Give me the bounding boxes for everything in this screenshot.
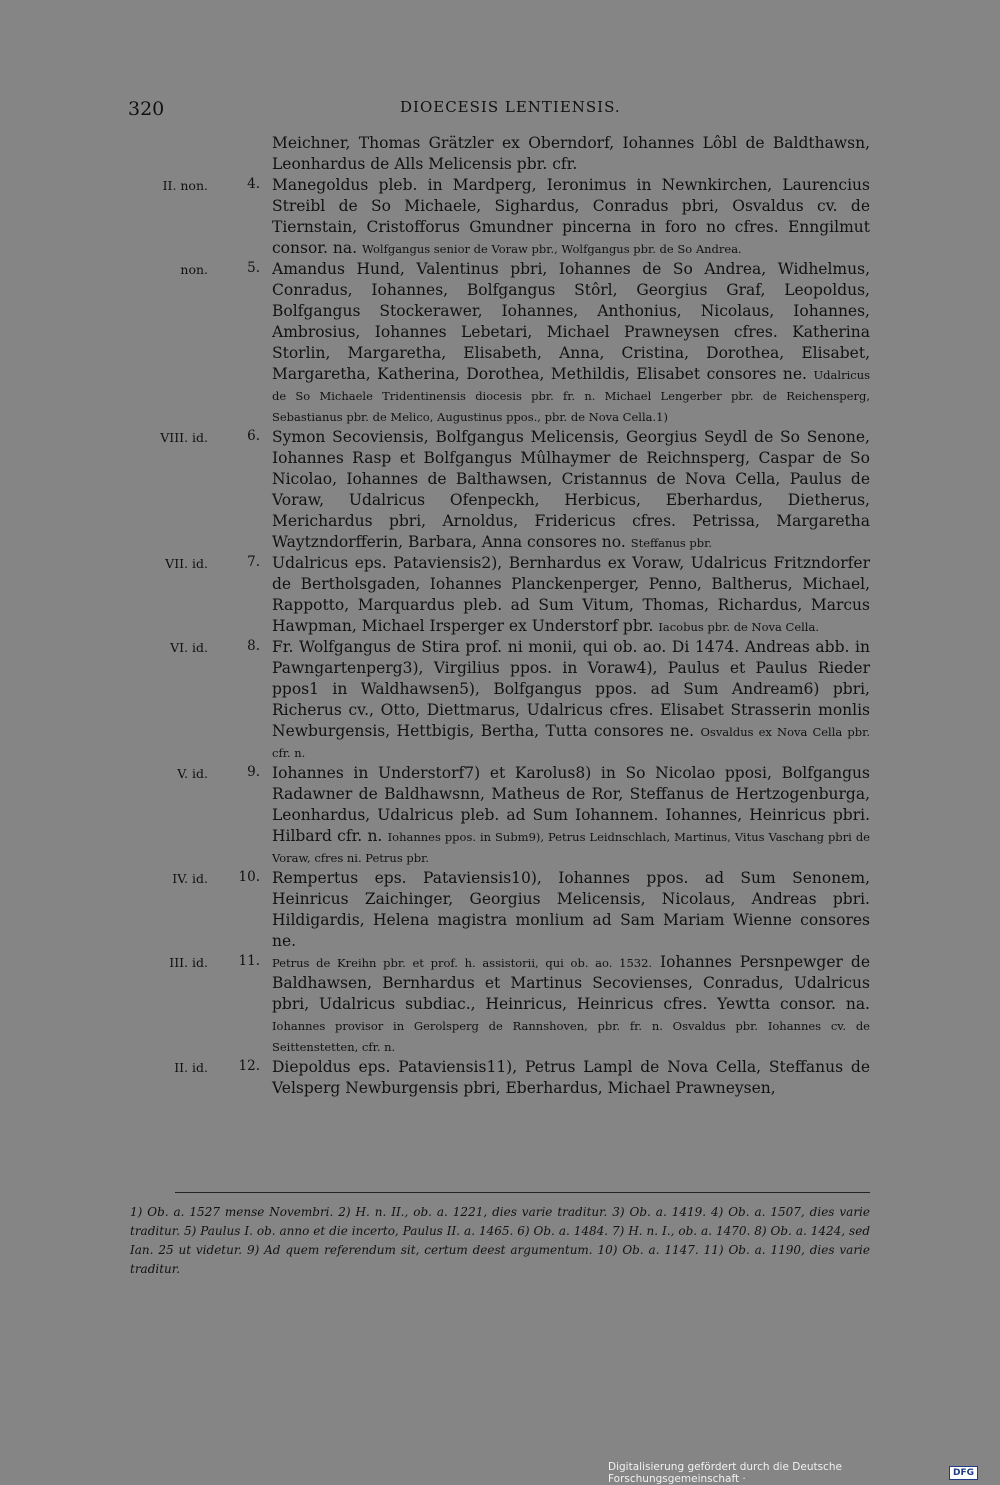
entry-day-8 — [130, 637, 870, 763]
entry-day-number: 6. — [247, 428, 260, 444]
entry-day-number: 12. — [238, 1058, 260, 1074]
entry-day-4 — [130, 175, 870, 259]
entry-body — [272, 259, 870, 427]
necrology-entries — [130, 133, 870, 1099]
entry-text: Iohannes in Understorf7) et Karolus8) in So Nicolao pposi, Bolfgangus Radawner de Baldhawsnn, Matheus de Ror, Steffanus de Hertzogenburga, Leonhardus, Udalricus pleb. ad Sum Iohannem. Iohannes, Heinricus pbri. Hilbard cfr. n. — [272, 764, 870, 845]
entry-text: Iohannes Persnpewger de Baldhawsen, Bernhardus et Martinus Secovienses, Conradus, Udalricus pbri, Udalricus subdiac., Heinricus, Heinricus cfres. Yewtta consor. na. — [272, 953, 870, 1013]
entry-later-addition: Iohannes ppos. in Subm9), Petrus Leidnschlach, Martinus, Vitus Vaschang pbri de Voraw, cfres ni. Petrus pbr. — [272, 830, 870, 865]
entry-later-addition: Wolfgangus senior de Voraw pbr., Wolfgangus pbr. de So Andrea. — [361, 242, 742, 256]
entry-body — [272, 1057, 870, 1099]
entry-text: Udalricus eps. Pataviensis2), Bernhardus ex Voraw, Udalricus Fritzndorfer de Bertholsgaden, Iohannes Planckenperger, Penno, Baltherus, Michael, Rappotto, Marquardus pleb. ad Sum Vitum, Thomas, Richardus, Marcus Hawpman, Michael Irsperger ex Understorf pbr. — [272, 554, 870, 635]
entry-day-number: 4. — [247, 176, 260, 192]
entry-day-12 — [130, 1057, 870, 1099]
entry-continuation — [130, 133, 870, 175]
entry-later-addition: Osvaldus ex Nova Cella pbr. cfr. n. — [272, 725, 870, 760]
entry-text: Manegoldus pleb. in Mardperg, Ieronimus in Newnkirchen, Laurencius Streibl de So Michaele, Sighardus, Conradus pbri, Osvaldus cv. de Tiernstain, Cristofforus Gmundner pincerna in foro no cfres. Enngilmut consor. na. — [272, 176, 870, 257]
entry-day-number: 10. — [238, 869, 260, 885]
footnotes: 1) Ob. a. 1527 mense Novembri. 2) H. n. II., ob. a. 1221, dies varie traditur. 3) Ob. a. 1419. 4) Ob. a. 1507, dies varie traditur. 5) Paulus I. ob. anno et die incerto, Paulus II. a. 1465. 6) Ob. a. 1484. 7) H. n. I., ob. a. 1470. 8) Ob. a. 1424, sed Ian. 25 ut videtur. 9) Ad quem referendum sit, certum deest argumentum. 10) Ob. a. 1147. 11) Ob. a. 1190, dies varie traditur. — [130, 1205, 870, 1276]
entry-date: non. — [180, 262, 208, 277]
entry-body — [272, 637, 870, 763]
entry-day-9 — [130, 763, 870, 868]
entry-day-7 — [130, 553, 870, 637]
page-number: 320 — [128, 98, 165, 120]
entry-text: Fr. Wolfgangus de Stira prof. ni monii, qui ob. ao. Di 1474. Andreas abb. in Pawngartenperg3), Virgilius ppos. in Voraw4), Paulus et Paulus Rieder ppos1 in Waldhawsen5), Bolfgangus ppos. ad Sum Andream6) pbri, Richerus cv., Otto, Diettmarus, Udalricus cfres. Elisabet Strasserin monlis Newburgensis, Hettbigis, Bertha, Tutta consores ne. — [272, 638, 870, 740]
entry-day-number: 8. — [247, 638, 260, 654]
entry-later-addition: Petrus de Kreihn pbr. et prof. h. assistorii, qui ob. ao. 1532. — [272, 956, 653, 970]
digitization-credit: Digitalisierung gefördert durch die Deutsche Forschungsgemeinschaft · — [608, 1461, 842, 1485]
entry-later-addition: Steffanus pbr. — [630, 536, 713, 550]
running-head: DIOECESIS LENTIENSIS. — [400, 98, 621, 116]
entry-date: II. id. — [174, 1060, 208, 1075]
entry-text: Meichner, Thomas Grätzler ex Oberndorf, Iohannes Lôbl de Baldthawsn, Leonhardus de Alls Melicensis pbr. cfr. — [272, 134, 870, 173]
entry-day-6 — [130, 427, 870, 553]
entry-body — [272, 427, 870, 553]
entry-text: Symon Secoviensis, Bolfgangus Melicensis, Georgius Seydl de So Senone, Iohannes Rasp et Bolfgangus Mûlhaymer de Reichnsperg, Caspar de So Nicolao, Iohannes de Balthawsen, Cristannus de Nova Cella, Paulus de Voraw, Udalricus Ofenpeckh, Herbicus, Eberhardus, Dietherus, Merichardus pbri, Arnoldus, Fridericus cfres. Petrissa, Margaretha Waytzndorfferin, Barbara, Anna consores no. — [272, 428, 870, 551]
entry-body — [272, 868, 870, 952]
footnote-divider — [175, 1192, 870, 1193]
entry-date: VIII. id. — [160, 430, 208, 445]
entry-day-number: 9. — [247, 764, 260, 780]
entry-day-number: 5. — [247, 260, 260, 276]
entry-date: IV. id. — [172, 871, 208, 886]
entry-day-number: 11. — [238, 953, 260, 969]
entry-body — [272, 553, 870, 637]
entry-date: V. id. — [177, 766, 208, 781]
entry-day-11 — [130, 952, 870, 1057]
entry-day-10 — [130, 868, 870, 952]
entry-text: Rempertus eps. Pataviensis10), Iohannes ppos. ad Sum Senonem, Heinricus Zaichinger, Georgius Melicensis, Nicolaus, Andreas pbri. Hildigardis, Helena magistra monlium ad Sam Mariam Wienne consores ne. — [272, 869, 870, 950]
entry-text: Diepoldus eps. Pataviensis11), Petrus Lampl de Nova Cella, Steffanus de Velsperg Newburgensis pbri, Eberhardus, Michael Prawneysen, — [272, 1058, 870, 1097]
entry-body — [272, 175, 870, 259]
entry-text: Amandus Hund, Valentinus pbri, Iohannes de So Andrea, Widhelmus, Conradus, Iohannes, Bolfgangus Stôrl, Georgius Graf, Leopoldus, Bolfgangus Stockerawer, Iohannes, Anthonius, Nicolaus, Iohannes, Ambrosius, Iohannes Lebetari, Michael Prawneysen cfres. Katherina Storlin, Margaretha, Elisabeth, Anna, Cristina, Dorothea, Elisabet, Margaretha, Katherina, Dorothea, Methildis, Elisabet consores ne. — [272, 260, 870, 383]
entry-date: VI. id. — [170, 640, 208, 655]
entry-body — [272, 952, 870, 1057]
entry-date: II. non. — [162, 178, 208, 193]
entry-day-5 — [130, 259, 870, 427]
entry-date: VII. id. — [165, 556, 208, 571]
digitization-footer — [608, 1461, 978, 1485]
entry-body — [272, 763, 870, 868]
entry-later-addition: Iacobus pbr. de Nova Cella. — [658, 620, 819, 634]
entry-later-addition: Iohannes provisor in Gerolsperg de Rannshoven, pbr. fr. n. Osvaldus pbr. Iohannes cv. de Seittenstetten, cfr. n. — [272, 1019, 870, 1054]
dfg-logo-icon: DFG — [949, 1466, 978, 1480]
entry-later-addition: Udalricus de So Michaele Tridentinensis diocesis pbr. fr. n. Michael Lengerber pbr. de Reichensperg, Sebastianus pbr. de Melico, Augustinus ppos., pbr. de Nova Cella.1) — [272, 368, 870, 424]
entry-date: III. id. — [169, 955, 208, 970]
entry-day-number: 7. — [247, 554, 260, 570]
